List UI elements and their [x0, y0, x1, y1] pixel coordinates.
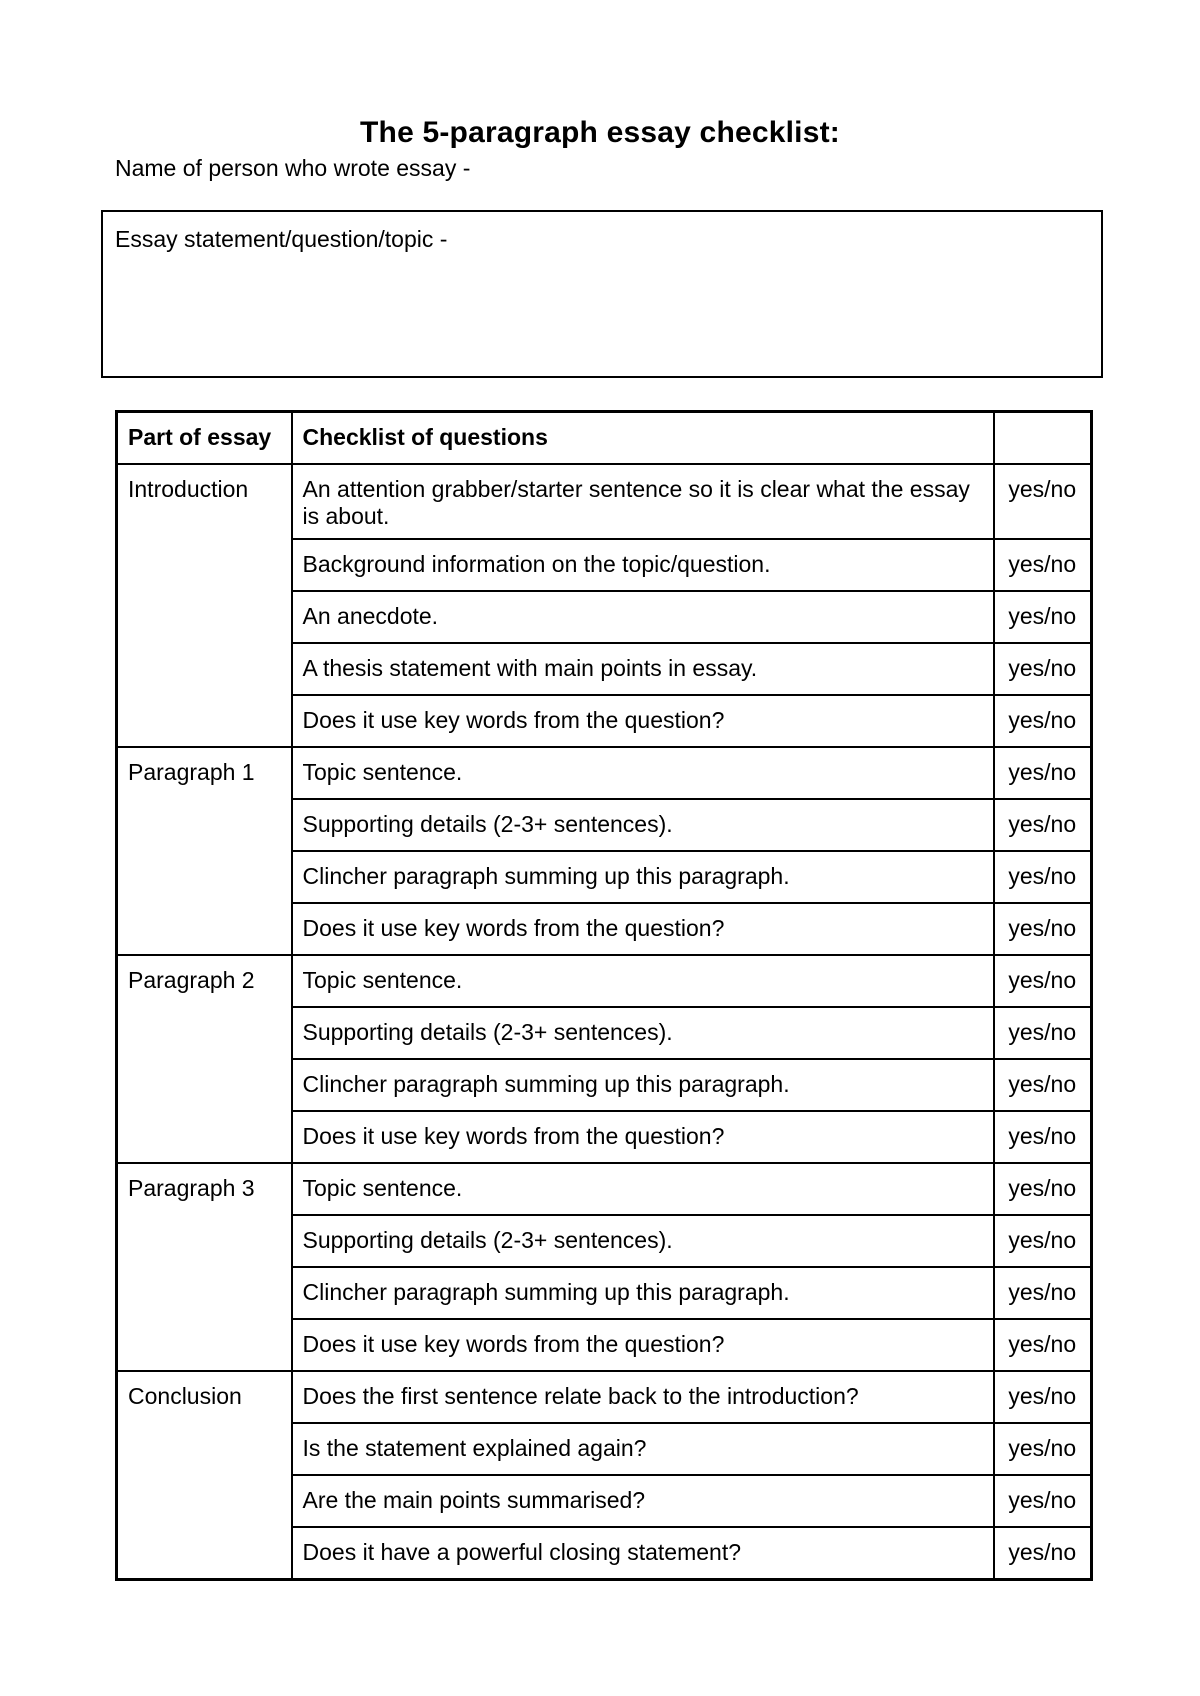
checklist-question: Supporting details (2-3+ sentences).	[292, 1215, 994, 1267]
yes-no-answer[interactable]: yes/no	[994, 1527, 1092, 1580]
yes-no-answer[interactable]: yes/no	[994, 1007, 1092, 1059]
checklist-question: Does it have a powerful closing statement?	[292, 1527, 994, 1580]
checklist-question: Clincher paragraph summing up this paragraph.	[292, 1059, 994, 1111]
yes-no-answer[interactable]: yes/no	[994, 903, 1092, 955]
checklist-question: Does it use key words from the question?	[292, 695, 994, 747]
yes-no-answer[interactable]: yes/no	[994, 799, 1092, 851]
essay-checklist-table	[115, 410, 1093, 1581]
yes-no-answer[interactable]: yes/no	[994, 1319, 1092, 1371]
header-answer	[994, 412, 1092, 465]
checklist-question: An attention grabber/starter sentence so it is clear what the essay is about.	[292, 464, 994, 539]
checklist-question: Topic sentence.	[292, 747, 994, 799]
checklist-question: A thesis statement with main points in essay.	[292, 643, 994, 695]
checklist-question: Clincher paragraph summing up this paragraph.	[292, 1267, 994, 1319]
essay-topic-box[interactable]	[101, 210, 1103, 378]
yes-no-answer[interactable]: yes/no	[994, 1267, 1092, 1319]
checklist-question: Topic sentence.	[292, 1163, 994, 1215]
table-row	[117, 464, 1092, 539]
yes-no-answer[interactable]: yes/no	[994, 464, 1092, 539]
yes-no-answer[interactable]: yes/no	[994, 1215, 1092, 1267]
section-part-label: Paragraph 2	[117, 955, 292, 1163]
checklist-body	[117, 464, 1092, 1580]
yes-no-answer[interactable]: yes/no	[994, 591, 1092, 643]
checklist-question: Does it use key words from the question?	[292, 1319, 994, 1371]
table-header-row	[117, 412, 1092, 465]
table-row	[117, 1371, 1092, 1423]
section-part-label: Paragraph 3	[117, 1163, 292, 1371]
yes-no-answer[interactable]: yes/no	[994, 1111, 1092, 1163]
checklist-question: Supporting details (2-3+ sentences).	[292, 1007, 994, 1059]
header-checklist-questions: Checklist of questions	[292, 412, 994, 465]
yes-no-answer[interactable]: yes/no	[994, 1475, 1092, 1527]
checklist-question: Does it use key words from the question?	[292, 903, 994, 955]
yes-no-answer[interactable]: yes/no	[994, 955, 1092, 1007]
header-part-of-essay: Part of essay	[117, 412, 292, 465]
yes-no-answer[interactable]: yes/no	[994, 1163, 1092, 1215]
checklist-question: Supporting details (2-3+ sentences).	[292, 799, 994, 851]
yes-no-answer[interactable]: yes/no	[994, 1059, 1092, 1111]
yes-no-answer[interactable]: yes/no	[994, 747, 1092, 799]
checklist-question: Background information on the topic/question.	[292, 539, 994, 591]
yes-no-answer[interactable]: yes/no	[994, 539, 1092, 591]
section-part-label: Conclusion	[117, 1371, 292, 1580]
yes-no-answer[interactable]: yes/no	[994, 643, 1092, 695]
table-row	[117, 747, 1092, 799]
checklist-question: Is the statement explained again?	[292, 1423, 994, 1475]
section-part-label: Paragraph 1	[117, 747, 292, 955]
yes-no-answer[interactable]: yes/no	[994, 1423, 1092, 1475]
table-row	[117, 1163, 1092, 1215]
yes-no-answer[interactable]: yes/no	[994, 851, 1092, 903]
yes-no-answer[interactable]: yes/no	[994, 695, 1092, 747]
section-part-label: Introduction	[117, 464, 292, 747]
checklist-question: Topic sentence.	[292, 955, 994, 1007]
writer-name-field[interactable]: Name of person who wrote essay -	[115, 155, 471, 181]
yes-no-answer[interactable]: yes/no	[994, 1371, 1092, 1423]
checklist-question: Does the first sentence relate back to the introduction?	[292, 1371, 994, 1423]
checklist-question: An anecdote.	[292, 591, 994, 643]
page-title: The 5-paragraph essay checklist:	[360, 116, 840, 149]
checklist-question: Are the main points summarised?	[292, 1475, 994, 1527]
table-row	[117, 955, 1092, 1007]
checklist-question: Does it use key words from the question?	[292, 1111, 994, 1163]
essay-topic-label: Essay statement/question/topic -	[115, 226, 448, 252]
checklist-question: Clincher paragraph summing up this paragraph.	[292, 851, 994, 903]
